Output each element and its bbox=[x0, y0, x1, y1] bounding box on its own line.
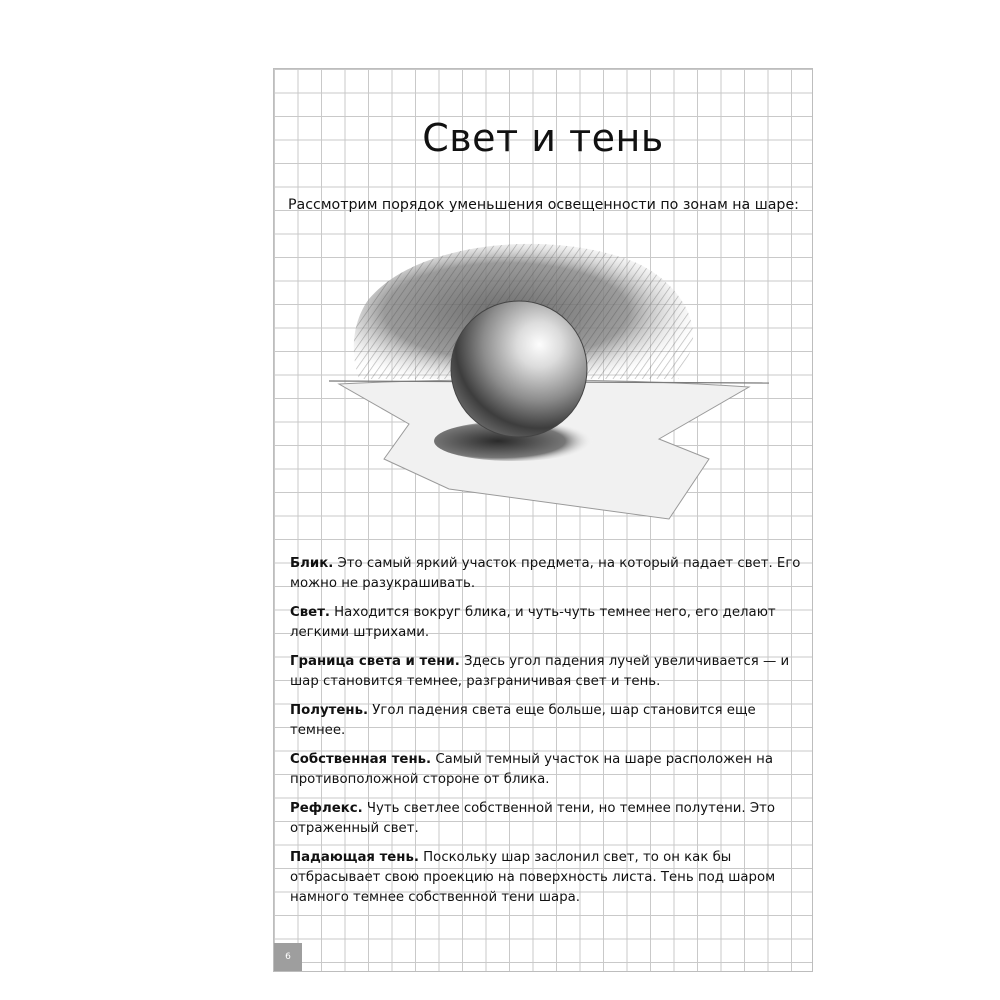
list-item bbox=[290, 848, 810, 908]
term-description: Поскольку шар заслонил свет, то он как бы отбрасывает свою проекцию на поверхность листа. Тень под шаром намного темнее собственной тени шара. bbox=[290, 850, 776, 905]
term-label: Граница света и тени. bbox=[290, 654, 460, 669]
list-item bbox=[290, 603, 810, 643]
list-item bbox=[290, 799, 810, 839]
term-description: Это самый яркий участок предмета, на который падает свет. Его можно не разукрашивать. bbox=[290, 556, 801, 591]
term-label: Свет. bbox=[290, 605, 330, 620]
list-item bbox=[290, 750, 810, 790]
intro-text: Рассмотрим порядок уменьшения освещенности по зонам на шаре: bbox=[288, 197, 799, 213]
term-label: Рефлекс. bbox=[290, 801, 363, 816]
term-description: Здесь угол падения лучей увеличивается — и шар становится темнее, разграничивая свет и тень. bbox=[290, 654, 790, 689]
term-label: Падающая тень. bbox=[290, 850, 419, 865]
term-description: Находится вокруг блика, и чуть-чуть темнее него, его делают легкими штрихами. bbox=[290, 605, 776, 640]
term-label: Блик. bbox=[290, 556, 334, 571]
term-description: Самый темный участок на шаре расположен на противоположной стороне от блика. bbox=[290, 752, 774, 787]
term-label: Собственная тень. bbox=[290, 752, 432, 767]
page-number: 6 bbox=[274, 943, 302, 971]
list-item bbox=[290, 554, 810, 594]
page-title: Свет и тень bbox=[422, 116, 664, 160]
sphere-sketch-illustration bbox=[329, 219, 769, 549]
light-zones-list bbox=[290, 554, 810, 917]
list-item bbox=[290, 701, 810, 741]
list-item bbox=[290, 652, 810, 692]
term-description: Угол падения света еще больше, шар становится еще темнее. bbox=[290, 703, 756, 738]
book-page bbox=[273, 68, 813, 972]
term-label: Полутень. bbox=[290, 703, 369, 718]
sphere bbox=[451, 301, 587, 437]
term-description: Чуть светлее собственной тени, но темнее полутени. Это отраженный свет. bbox=[290, 801, 776, 836]
